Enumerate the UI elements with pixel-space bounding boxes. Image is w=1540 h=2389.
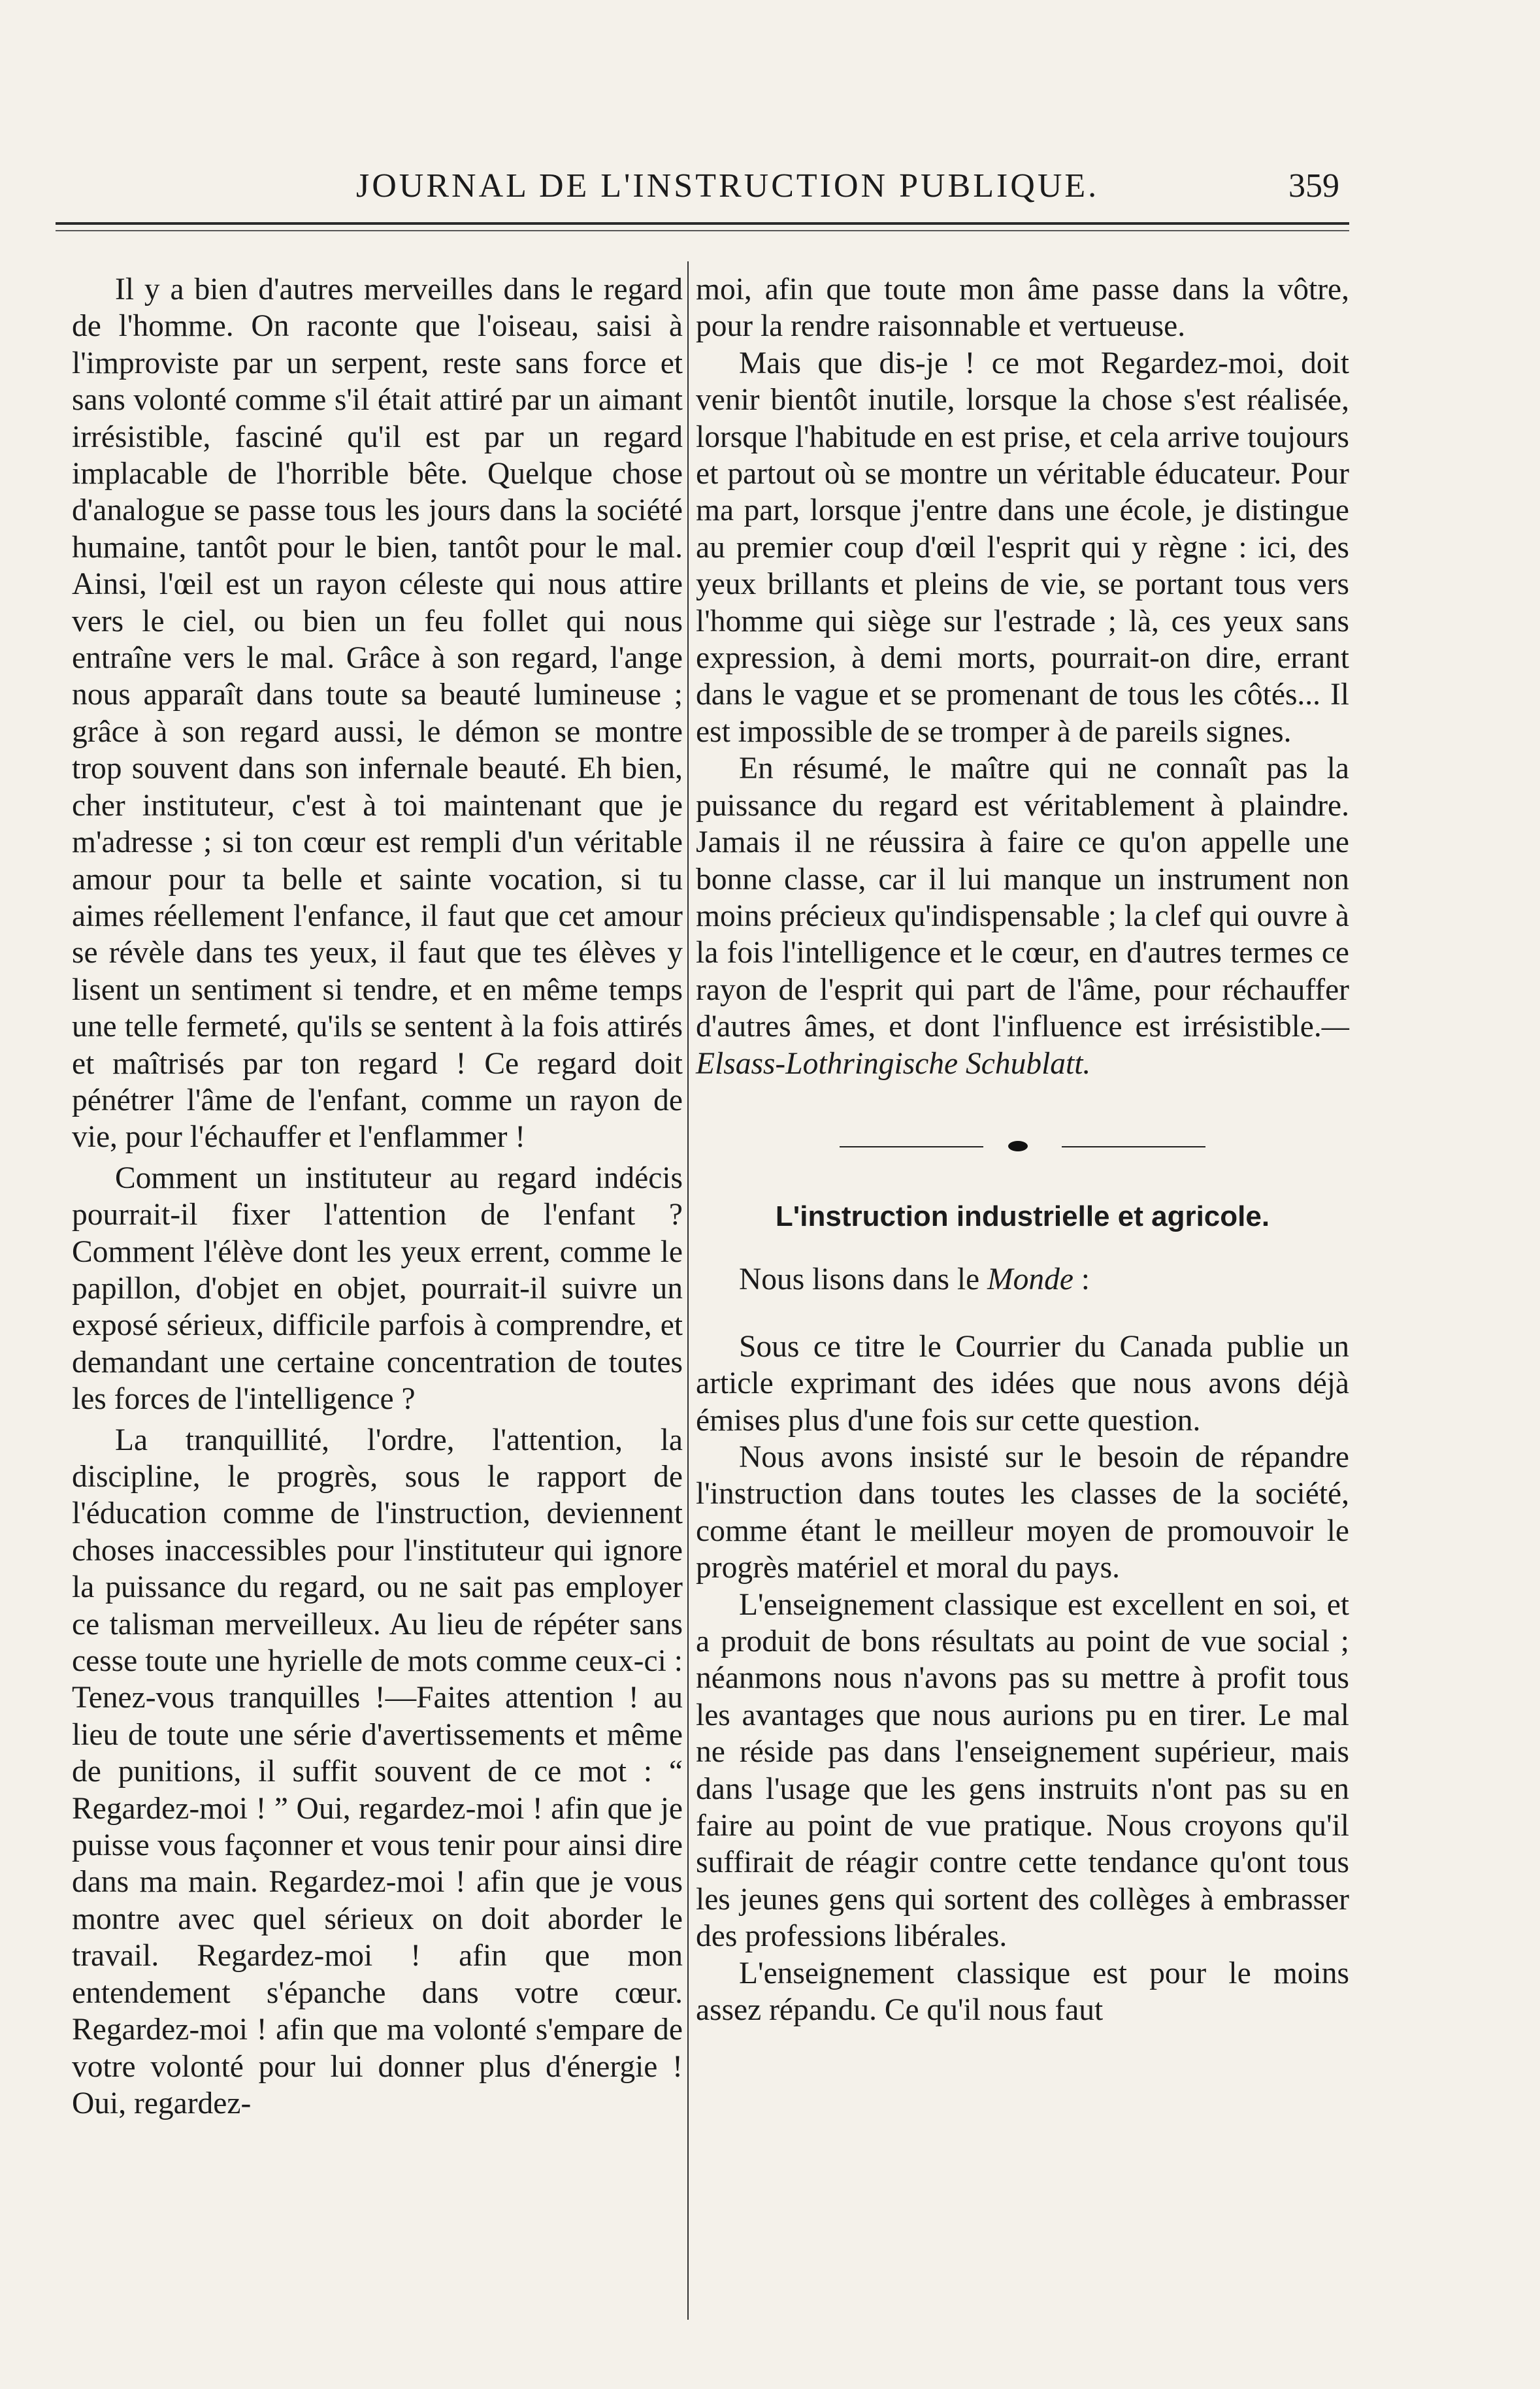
source-line [696, 1261, 1349, 1298]
section-ornament [840, 1141, 1205, 1153]
header-rule-thin [56, 230, 1349, 231]
column-divider [687, 261, 689, 2320]
paragraph: La tranquillité, l'ordre, l'attention, la discipline, le progrès, sous le rapport de l'éducation comme de l'instruction, deviennent choses inaccessibles pour l'instituteur qui ignore la puissance du regard, ou ne sait pas employer ce talisman merveilleux. Au lieu de répéter sans cesse toute une hyrielle de mots comme ceux-ci : Tenez-vous tranquilles !—Faites attention ! au lieu de toute une série d'avertissements et même de punitions, il suffit souvent de ce mot : “ Regardez-moi ! ” Oui, regardez-moi ! afin que je puisse vous façonner et vous tenir pour ainsi dire dans ma main. Regardez-moi ! afin que je vous montre avec quel sérieux on doit aborder le travail. Regardez-moi ! afin que mon entendement s'épanche dans votre cœur. Regardez-moi ! afin que ma volonté s'empare de votre volonté pour lui donner plus d'énergie ! Oui, regardez- [72, 1423, 683, 2120]
paragraph: L'enseignement classique est pour le moins assez répandu. Ce qu'il nous faut [696, 1956, 1349, 2028]
page-number: 359 [1288, 167, 1339, 205]
source-signature: —Elsass-Lothringische Schublatt. [696, 1010, 1349, 1081]
paragraph: Sous ce titre le Courrier du Canada publie un article exprimant des idées que nous avons déjà émises plus d'une fois sur cette question. [696, 1329, 1349, 1438]
paragraph: moi, afin que toute mon âme passe dans la vôtre, pour la rendre raisonnable et vertueuse. [696, 272, 1349, 344]
page-header [0, 167, 1540, 219]
paragraph: Mais que dis-je ! ce mot Regardez-moi, doit venir bientôt inutile, lorsque la chose s'est réalisée, lorsque l'habitude en est prise, et cela arrive toujours et partout où se montre un véritable éducateur. Pour ma part, lorsque j'entre dans une école, je distingue au premier coup d'œil l'esprit qui y règne : ici, des yeux brillants et pleins de vie, se portant tous vers l'homme qui siège sur l'estrade ; là, ces yeux sans expression, à demi morts, pourrait-on dire, errant dans le vague et se promenant de tous les côtés... Il est impossible de se tromper à de pareils signes. [696, 346, 1349, 749]
right-column [696, 271, 1349, 2028]
running-title: JOURNAL DE L'INSTRUCTION PUBLIQUE. [356, 167, 1100, 205]
paragraph: Comment un instituteur au regard indécis pourrait-il fixer l'attention de l'enfant ? Comment l'élève dont les yeux errent, comme le papillon, d'objet en objet, pourrait-il suivre un exposé sérieux, difficile parfois à comprendre, et demandant une certaine concentration de toutes les forces de l'intelligence ? [72, 1161, 683, 1417]
left-column [72, 271, 683, 2122]
section-heading: L'instruction industrielle et agricole. [775, 1200, 1270, 1232]
paragraph [696, 750, 1349, 1082]
source-name: Monde [987, 1262, 1073, 1297]
ornament-line-left [840, 1146, 983, 1147]
ornament-diamond-icon [1008, 1141, 1028, 1151]
ornament-line-right [1062, 1146, 1205, 1147]
paragraph: Il y a bien d'autres merveilles dans le regard de l'homme. On raconte que l'oiseau, saisi à l'improviste par un serpent, reste sans force et sans volonté comme s'il était attiré par un aimant irrésistible, fasciné qu'il est par un regard implacable de l'horrible bête. Quelque chose d'analogue se passe tous les jours dans la société humaine, tantôt pour le bien, tantôt pour le mal. Ainsi, l'œil est un rayon céleste qui nous attire vers le ciel, ou bien un feu follet qui nous entraîne vers le mal. Grâce à son regard, l'ange nous apparaît dans toute sa beauté lumineuse ; grâce à son regard aussi, le démon se montre trop souvent dans son infernale beauté. Eh bien, cher instituteur, c'est à toi maintenant que je m'adresse ; si ton cœur est rempli d'un véritable amour pour ta belle et sainte vocation, si tu aimes réellement l'enfance, il faut que cet amour se révèle dans tes yeux, il faut que tes élèves y lisent un sentiment si tendre, et en même temps une telle fermeté, qu'ils se sentent à la fois attirés et maîtrisés par ton regard ! Ce regard doit pénétrer l'âme de l'enfant, comme un rayon de vie, pour l'échauffer et l'enflammer ! [72, 272, 683, 1155]
source-suffix: : [1073, 1262, 1090, 1297]
source-prefix: Nous lisons dans le [739, 1262, 987, 1297]
paragraph: Nous avons insisté sur le besoin de répandre l'instruction dans toutes les classes de la société, comme étant le meilleur moyen de promouvoir le progrès matériel et moral du pays. [696, 1440, 1349, 1585]
paragraph-text: En résumé, le maître qui ne connaît pas la puissance du regard est véritablement à plaindre. Jamais il ne réussira à faire ce qu'on appelle une bonne classe, car il lui manque un instrument non moins précieux qu'indispensable ; la clef qui ouvre à la fois l'intelligence et le cœur, en d'autres termes ce rayon de l'esprit qui part de l'âme, pour réchauffer d'autres âmes, et dont l'influence est irrésistible. [696, 751, 1349, 1044]
paragraph: L'enseignement classique est excellent en soi, et a produit de bons résultats au point de vue social ; néanmons nous n'avons pas su mettre à profit tous les avantages que nous aurions pu en tirer. Le mal ne réside pas dans l'enseignement supérieur, mais dans l'usage que les gens instruits n'ont pas su en faire au point de vue pratique. Nous croyons qu'il suffirait de réagir contre cette tendance qu'ont tous les jeunes gens qui sortent des collèges à embrasser des professions libérales. [696, 1587, 1349, 1954]
header-rule [56, 222, 1349, 225]
